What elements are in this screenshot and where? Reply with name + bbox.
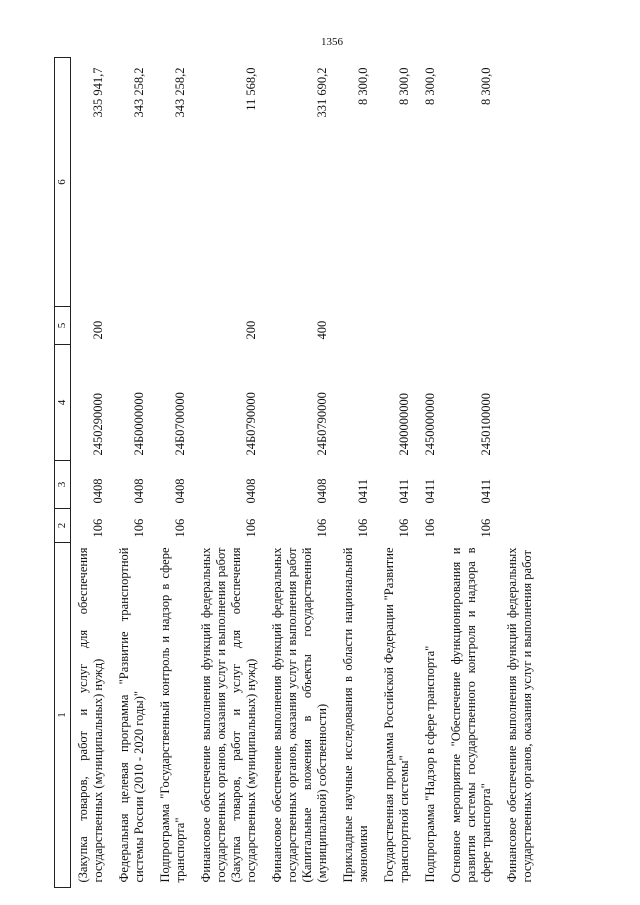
table-row	[418, 58, 444, 888]
row-vr: 200	[91, 320, 105, 340]
budget-table	[54, 57, 541, 888]
page-number: 1356	[321, 36, 343, 48]
row-razdel: 0411	[479, 478, 493, 504]
row-csr: 2450000000	[423, 393, 437, 456]
row-vr: 400	[315, 320, 329, 340]
row-sum: 8 300,0	[397, 67, 411, 105]
header-col-6: 6	[55, 58, 71, 307]
row-razdel: 0411	[423, 478, 437, 504]
row-razdel: 0408	[315, 478, 329, 504]
row-razdel: 0408	[173, 478, 187, 504]
row-glava: 106	[423, 518, 437, 538]
header-col-5: 5	[55, 307, 71, 345]
row-name: Основное мероприятие "Обеспечение функционирования и развития системы государственного контроля и надзора в сфере транспорта"	[449, 547, 493, 883]
header-col-3: 3	[55, 461, 71, 509]
row-glava: 106	[244, 518, 258, 538]
row-glava: 106	[479, 518, 493, 538]
row-vr	[153, 307, 194, 345]
row-vr	[444, 307, 500, 345]
row-vr	[418, 307, 444, 345]
row-glava: 106	[173, 518, 187, 538]
row-csr	[336, 345, 377, 461]
row-name: Финансовое обеспечение выполнения функций федеральных государственных органов, оказания услуг и выполнения работ (Капитальные вложения в объекты государственной (муниципальной) собственности)	[270, 547, 329, 883]
row-csr: 2400000000	[397, 393, 411, 456]
row-name: Прикладные научные исследования в области национальной экономики	[341, 547, 370, 883]
row-glava: 106	[91, 518, 105, 538]
row-razdel: 0408	[132, 478, 146, 504]
row-csr: 24Б0700000	[173, 392, 187, 456]
row-glava: 106	[315, 518, 329, 538]
table-row	[336, 58, 377, 888]
row-vr	[377, 307, 418, 345]
row-name: Финансовое обеспечение выполнения функций федеральных государственных органов, оказания услуг и выполнения работ	[505, 547, 534, 883]
row-glava: 106	[356, 518, 370, 538]
row-name: Подпрограмма "Государственный контроль и надзор в сфере транспорта"	[158, 547, 187, 883]
table-row	[265, 58, 336, 888]
row-sum: 343 258,2	[132, 67, 146, 118]
header-col-2: 2	[55, 509, 71, 543]
row-razdel: 0411	[397, 478, 411, 504]
row-sum: 335 941,7	[91, 67, 105, 118]
header-row	[55, 58, 71, 888]
table-row	[377, 58, 418, 888]
row-csr	[500, 345, 541, 461]
table-row	[112, 58, 153, 888]
row-sum: 331 690,2	[315, 67, 329, 118]
table-row	[194, 58, 265, 888]
row-csr: 24Б0790000	[244, 392, 258, 456]
row-csr: 24Б0000000	[132, 392, 146, 456]
row-glava: 106	[132, 518, 146, 538]
row-razdel: 0408	[91, 478, 105, 504]
row-sum	[500, 58, 541, 307]
row-sum: 343 258,2	[173, 67, 187, 118]
table-row	[153, 58, 194, 888]
row-razdel: 0408	[244, 478, 258, 504]
row-vr: 200	[244, 320, 258, 340]
row-sum: 8 300,0	[356, 67, 370, 105]
row-vr	[112, 307, 153, 345]
rotated-table-area	[54, 58, 640, 883]
row-csr: 2450290000	[91, 393, 105, 456]
row-razdel: 0411	[356, 478, 370, 504]
row-name: (Закупка товаров, работ и услуг для обеспечения государственных (муниципальных) нужд)	[76, 547, 105, 883]
row-razdel	[500, 461, 541, 509]
row-vr	[500, 307, 541, 345]
row-name: Подпрограмма "Надзор в сфере транспорта"	[423, 645, 437, 883]
rotated-table-frame	[54, 58, 586, 888]
row-name: Государственная программа Российской Федерации "Развитие транспортной системы"	[382, 547, 411, 883]
row-glava: 106	[397, 518, 411, 538]
row-sum: 11 568,0	[244, 67, 258, 111]
header-col-4: 4	[55, 345, 71, 461]
row-csr: 24Б0790000	[315, 392, 329, 456]
header-col-1: 1	[55, 543, 71, 888]
row-name: Федеральная целевая программа "Развитие транспортной системы России (2010 - 2020 годы)"	[117, 547, 146, 883]
row-sum: 8 300,0	[479, 67, 493, 105]
row-csr: 2450100000	[479, 393, 493, 456]
table-row	[500, 58, 541, 888]
table-row	[71, 58, 113, 888]
row-vr	[336, 307, 377, 345]
table-row	[444, 58, 500, 888]
row-name: Финансовое обеспечение выполнения функций федеральных государственных органов, оказания услуг и выполнения работ (Закупка товаров, работ и услуг для обеспечения государственных (муниципальных) нужд)	[199, 547, 258, 883]
row-glava	[500, 509, 541, 543]
row-sum: 8 300,0	[423, 67, 437, 105]
